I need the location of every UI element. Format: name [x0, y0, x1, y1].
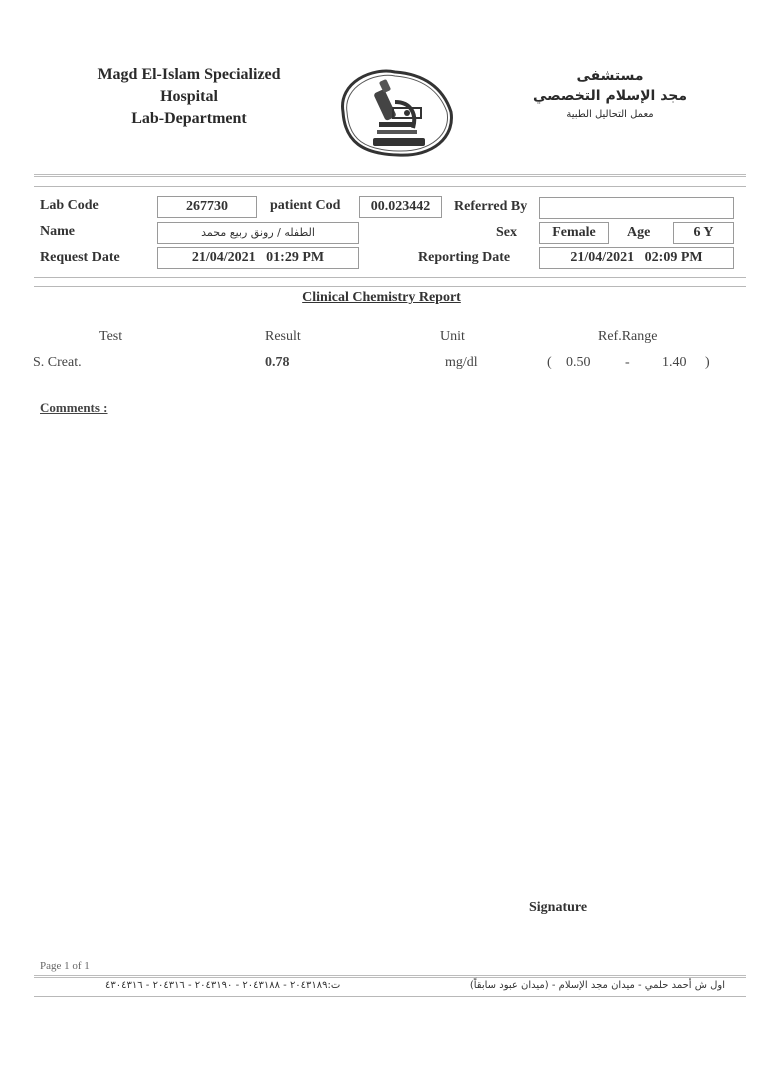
age-value: 6 Y: [673, 222, 734, 244]
footer-divider: [34, 975, 746, 978]
request-date-value: 21/04/2021 01:29 PM: [157, 247, 359, 269]
info-bottom-rule: [34, 277, 746, 278]
report-top-rule: [34, 286, 746, 287]
report-title: Clinical Chemistry Report: [302, 290, 461, 305]
test-unit: mg/dl: [445, 355, 478, 370]
sex-value: Female: [539, 222, 609, 244]
hospital-name-line2: Hospital: [160, 88, 218, 105]
hospital-name-ar-line1: مستشفى: [576, 68, 644, 84]
department-name-en: Lab-Department: [131, 110, 247, 127]
age-label: Age: [627, 225, 651, 240]
referred-by-label: Referred By: [454, 199, 528, 214]
reporting-date-value: 21/04/2021 02:09 PM: [539, 247, 734, 269]
referred-by-value: [539, 197, 734, 219]
sex-label: Sex: [496, 225, 517, 240]
info-top-rule: [34, 186, 746, 187]
column-header-ref-range: Ref.Range: [598, 329, 658, 344]
hospital-name-line1: Magd El-Islam Specialized: [97, 66, 281, 83]
signature-label: Signature: [529, 900, 588, 915]
range-close-paren: ): [705, 355, 710, 370]
reporting-date-label: Reporting Date: [418, 250, 511, 265]
patient-code-label: patient Cod: [270, 198, 341, 213]
lab-code-value: 267730: [157, 196, 257, 218]
request-date-label: Request Date: [40, 250, 120, 265]
patient-name-value: الطفله / رونق ربيع محمد: [157, 222, 359, 244]
microscope-logo: [333, 62, 457, 162]
comments-label: Comments :: [40, 400, 108, 415]
range-high: 1.40: [662, 355, 687, 370]
range-dash: -: [625, 355, 630, 370]
test-name: S. Creat.: [33, 355, 82, 370]
department-name-ar: معمل التحاليل الطبية: [566, 109, 654, 120]
lab-code-label: Lab Code: [40, 198, 99, 213]
range-open-paren: (: [547, 355, 552, 370]
page-number: Page 1 of 1: [40, 960, 90, 972]
name-label: Name: [40, 224, 75, 239]
footer-bottom-rule: [34, 996, 746, 997]
hospital-name-ar: [510, 66, 710, 124]
hospital-name-ar-line2: مجد الإسلام التخصصي: [532, 88, 688, 104]
column-header-test: Test: [99, 329, 123, 344]
range-low: 0.50: [566, 355, 591, 370]
footer-phones: ت:٢٠٤٣١٨٩ - ٢٠٤٣١٨٨ - ٢٠٤٣١٩٠ - ٢٠٤٣١٦ - ٤٣٠٤٣١٦: [105, 980, 341, 991]
test-result: 0.78: [265, 355, 290, 370]
hospital-name-en: [60, 64, 318, 130]
column-header-unit: Unit: [440, 329, 465, 344]
footer-address: اول ش أحمد حلمي - ميدان مجد الإسلام - (ميدان عبود سابقاً): [469, 980, 725, 991]
patient-code-value: 00.023442: [359, 196, 442, 218]
column-header-result: Result: [265, 329, 301, 344]
header-divider: [34, 174, 746, 177]
